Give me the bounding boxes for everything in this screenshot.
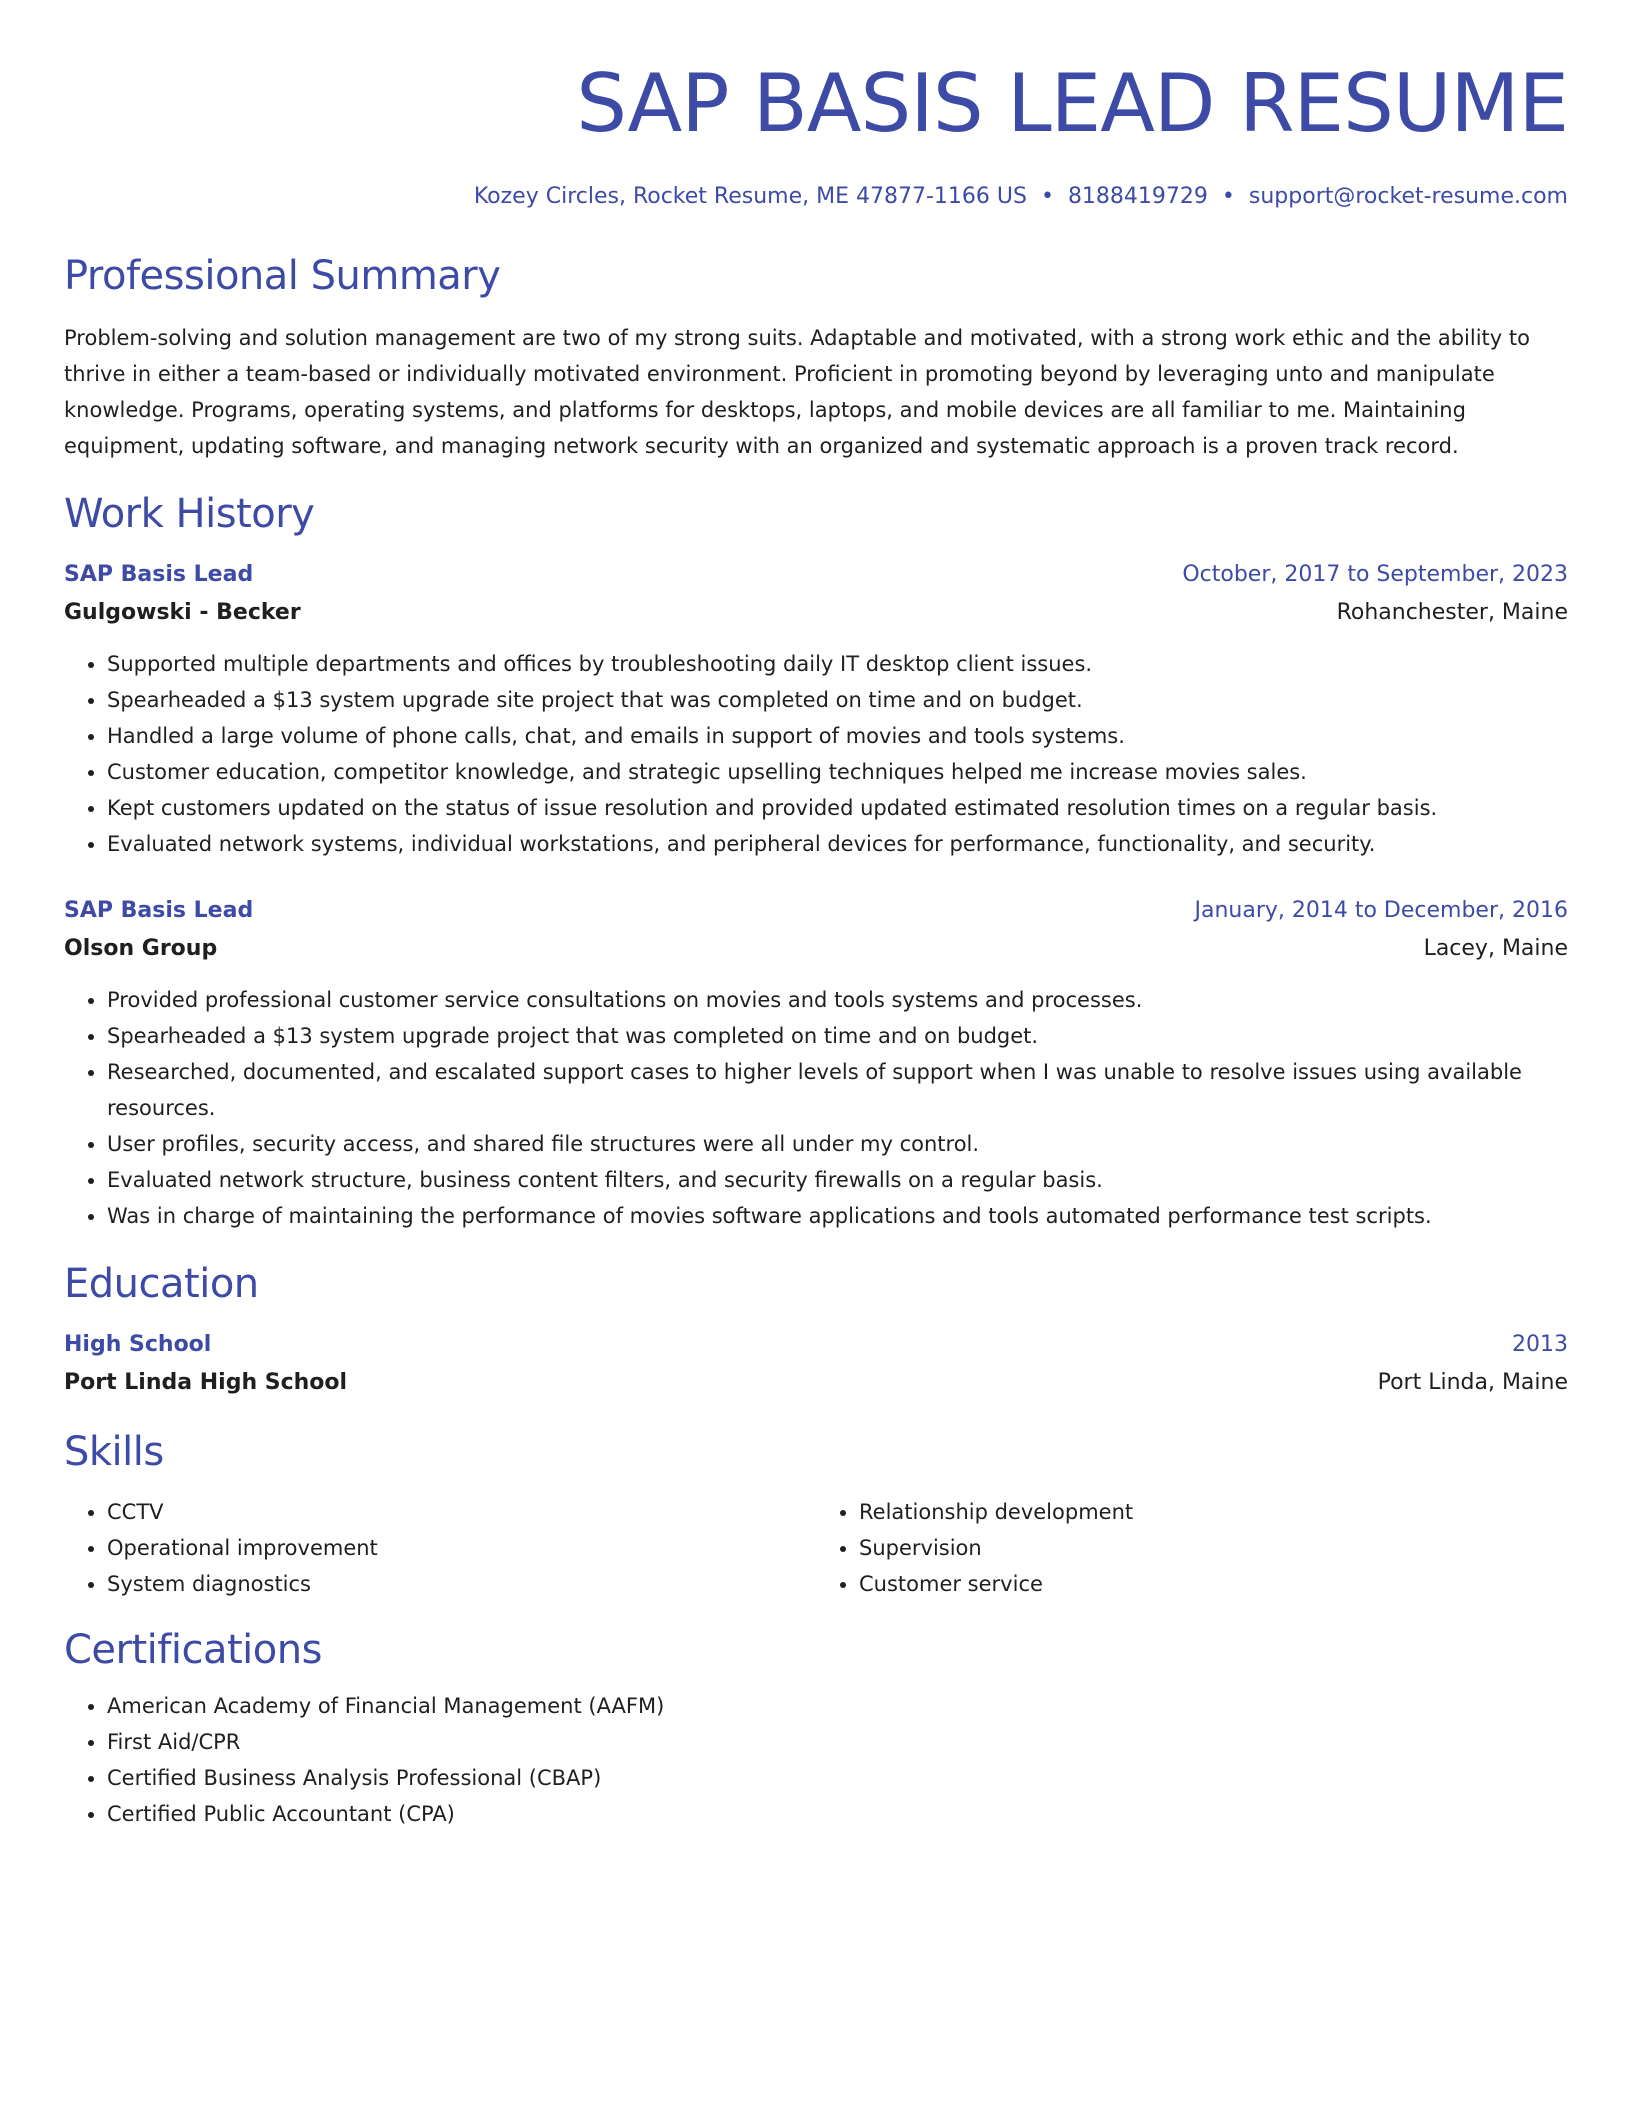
list-item: • Kept customers updated on the status of issue resolution and provided updated estimated resolution times on a regular basis. <box>107 790 1568 826</box>
list-item: • First Aid/CPR <box>107 1724 1568 1760</box>
job-header <box>64 892 1568 930</box>
job-dates: January, 2014 to December, 2016 <box>1194 898 1568 923</box>
list-item: • Relationship development <box>859 1494 1568 1530</box>
education-degree: High School <box>64 1332 212 1357</box>
section-heading-work-history: Work History <box>64 491 315 537</box>
section-heading-education: Education <box>64 1261 259 1307</box>
list-item: • Supported multiple departments and offices by troubleshooting daily IT desktop client issues. <box>107 646 1568 682</box>
list-item: • CCTV <box>107 1494 816 1530</box>
job-subheader <box>64 930 1568 968</box>
contact-phone: 8188419729 <box>1067 184 1208 209</box>
education-section <box>64 1260 1568 1402</box>
job-entry <box>64 892 1568 1234</box>
list-item: • Evaluated network structure, business content filters, and security firewalls on a regular basis. <box>107 1162 1568 1198</box>
contact-email[interactable]: support@rocket-resume.com <box>1248 184 1568 209</box>
section-heading-skills: Skills <box>64 1429 164 1475</box>
education-entry <box>64 1326 1568 1402</box>
list-item: • Spearheaded a $13 system upgrade project that was completed on time and on budget. <box>107 1018 1568 1054</box>
job-dates: October, 2017 to September, 2023 <box>1182 562 1568 587</box>
contact-separator: • <box>1040 184 1054 209</box>
job-header <box>64 556 1568 594</box>
education-school: Port Linda High School <box>64 1370 348 1395</box>
job-company: Olson Group <box>64 936 218 961</box>
job-company: Gulgowski - Becker <box>64 600 301 625</box>
job-title: SAP Basis Lead <box>64 562 254 587</box>
contact-address: Kozey Circles, Rocket Resume, ME 47877-1166 US <box>473 184 1027 209</box>
skills-grid <box>64 1476 1568 1602</box>
job-bullets <box>64 646 1568 862</box>
list-item: • User profiles, security access, and shared file structures were all under my control. <box>107 1126 1568 1162</box>
skills-list-right <box>816 1494 1568 1602</box>
summary-section <box>64 252 1568 464</box>
job-title: SAP Basis Lead <box>64 898 254 923</box>
list-item: • Handled a large volume of phone calls, chat, and emails in support of movies and tools systems. <box>107 718 1568 754</box>
resume-title: SAP BASIS LEAD RESUME <box>576 57 1568 150</box>
contact-line <box>64 182 1568 212</box>
job-location: Rohanchester, Maine <box>1336 600 1568 625</box>
list-item: • Provided professional customer service consultations on movies and tools systems and processes. <box>107 982 1568 1018</box>
list-item: • Customer education, competitor knowledge, and strategic upselling techniques helped me increase movies sales. <box>107 754 1568 790</box>
list-item: • System diagnostics <box>107 1566 816 1602</box>
list-item: • American Academy of Financial Management (AAFM) <box>107 1688 1568 1724</box>
certifications-list <box>64 1688 1568 1832</box>
list-item: • Certified Business Analysis Professional (CBAP) <box>107 1760 1568 1796</box>
certifications-section <box>64 1626 1568 1832</box>
education-location: Port Linda, Maine <box>1377 1370 1568 1395</box>
job-bullets <box>64 982 1568 1234</box>
skills-list-left <box>64 1494 816 1602</box>
list-item: • Was in charge of maintaining the performance of movies software applications and tools automated performance test scripts. <box>107 1198 1568 1234</box>
education-header <box>64 1326 1568 1364</box>
list-item: • Operational improvement <box>107 1530 816 1566</box>
resume-header <box>64 56 1568 212</box>
education-year: 2013 <box>1512 1332 1568 1357</box>
list-item: • Supervision <box>859 1530 1568 1566</box>
education-subheader <box>64 1364 1568 1402</box>
section-heading-summary: Professional Summary <box>64 253 501 299</box>
list-item: • Evaluated network systems, individual workstations, and peripheral devices for performance, functionality, and security. <box>107 826 1568 862</box>
list-item: • Spearheaded a $13 system upgrade site project that was completed on time and on budget. <box>107 682 1568 718</box>
list-item: • Customer service <box>859 1566 1568 1602</box>
job-subheader <box>64 594 1568 632</box>
list-item: • Certified Public Accountant (CPA) <box>107 1796 1568 1832</box>
summary-text: Problem-solving and solution management are two of my strong suits. Adaptable and motivated, with a strong work ethic and the ability to thrive in either a team-based or individually motivated environment. Proficient in promoting beyond by leveraging unto and manipulate knowledge. Programs, operating systems, and platforms for desktops, laptops, and mobile devices are all familiar to me. Maintaining equipment, updating software, and managing network security with an organized and systematic approach is a proven track record. <box>64 326 1530 458</box>
section-heading-certifications: Certifications <box>64 1627 322 1673</box>
job-location: Lacey, Maine <box>1423 936 1568 961</box>
job-entry <box>64 556 1568 862</box>
list-item: • Researched, documented, and escalated support cases to higher levels of support when I was unable to resolve issues using available resources. <box>107 1054 1568 1126</box>
contact-separator: • <box>1221 184 1235 209</box>
work-history-section <box>64 490 1568 1234</box>
skills-section <box>64 1428 1568 1602</box>
